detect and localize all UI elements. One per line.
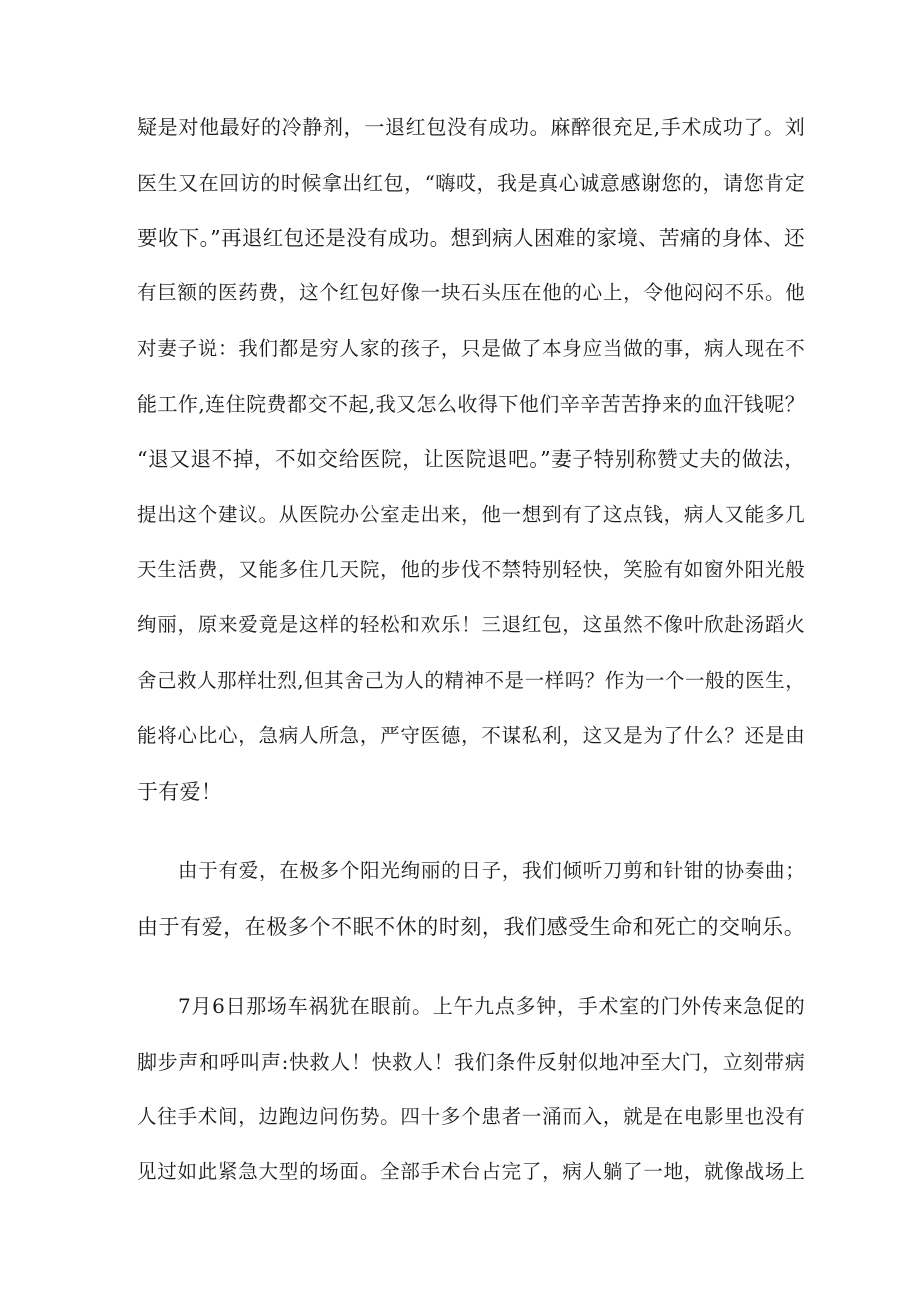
text-line: 于有爱！ <box>137 780 223 804</box>
text-line: 医生又在回访的时候拿出红包，“嗨哎，我是真心诚意感谢您的，请您肯定 <box>137 171 805 195</box>
text-line: 脚步声和呼叫声:快救人！快救人！我们条件反射似地冲至大门，立刻带病 <box>137 1050 805 1074</box>
text-line: 由于有爱，在极多个不眠不休的时刻，我们感受生命和死亡的交响乐。 <box>137 915 805 939</box>
text-line: 能将心比心，急病人所急，严守医德，不谋私利，这又是为了什么？还是由 <box>137 724 805 747</box>
text-line: 7月6日那场车祸犹在眼前。上午九点多钟，手术室的门外传来急促的 <box>178 994 805 1018</box>
text-line: 绚丽，原来爱竟是这样的轻松和欢乐！三退红包，这虽然不像叶欣赴汤蹈火 <box>137 613 805 636</box>
text-line: 由于有爱，在极多个阳光绚丽的日子，我们倾听刀剪和针钳的协奏曲； <box>178 859 805 882</box>
text-line: 提出这个建议。从医院办公室走出来，他一想到有了这点钱，病人又能多几 <box>137 503 805 526</box>
text-line: 疑是对他最好的冷静剂，一退红包没有成功。麻醉很充足,手术成功了。刘 <box>137 115 805 139</box>
text-line: 对妻子说：我们都是穷人家的孩子，只是做了本身应当做的事，病人现在不 <box>137 337 805 360</box>
text-line: 能工作,连住院费都交不起,我又怎么收得下他们辛辛苦苦挣来的血汗钱呢？ <box>137 392 805 416</box>
text-line: 要收下。”再退红包还是没有成功。想到病人困难的家境、苦痛的身体、还 <box>137 226 805 250</box>
text-line: 舍己救人那样壮烈,但其舍己为人的精神不是一样吗？作为一个一般的医生， <box>137 669 805 692</box>
text-line: 天生活费，又能多住几天院，他的步伐不禁特别轻快，笑脸有如窗外阳光般 <box>137 558 805 581</box>
text-line: 人往手术间，边跑边问伤势。四十多个患者一涌而入，就是在电影里也没有 <box>137 1105 805 1128</box>
text-line: 见过如此紧急大型的场面。全部手术台占完了，病人躺了一地，就像战场上 <box>137 1160 805 1183</box>
text-line: “退又退不掉，不如交给医院，让医院退吧。”妻子特别称赞丈夫的做法， <box>137 447 805 471</box>
text-line: 有巨额的医药费，这个红包好像一块石头压在他的心上，令他闷闷不乐。他 <box>137 281 805 304</box>
